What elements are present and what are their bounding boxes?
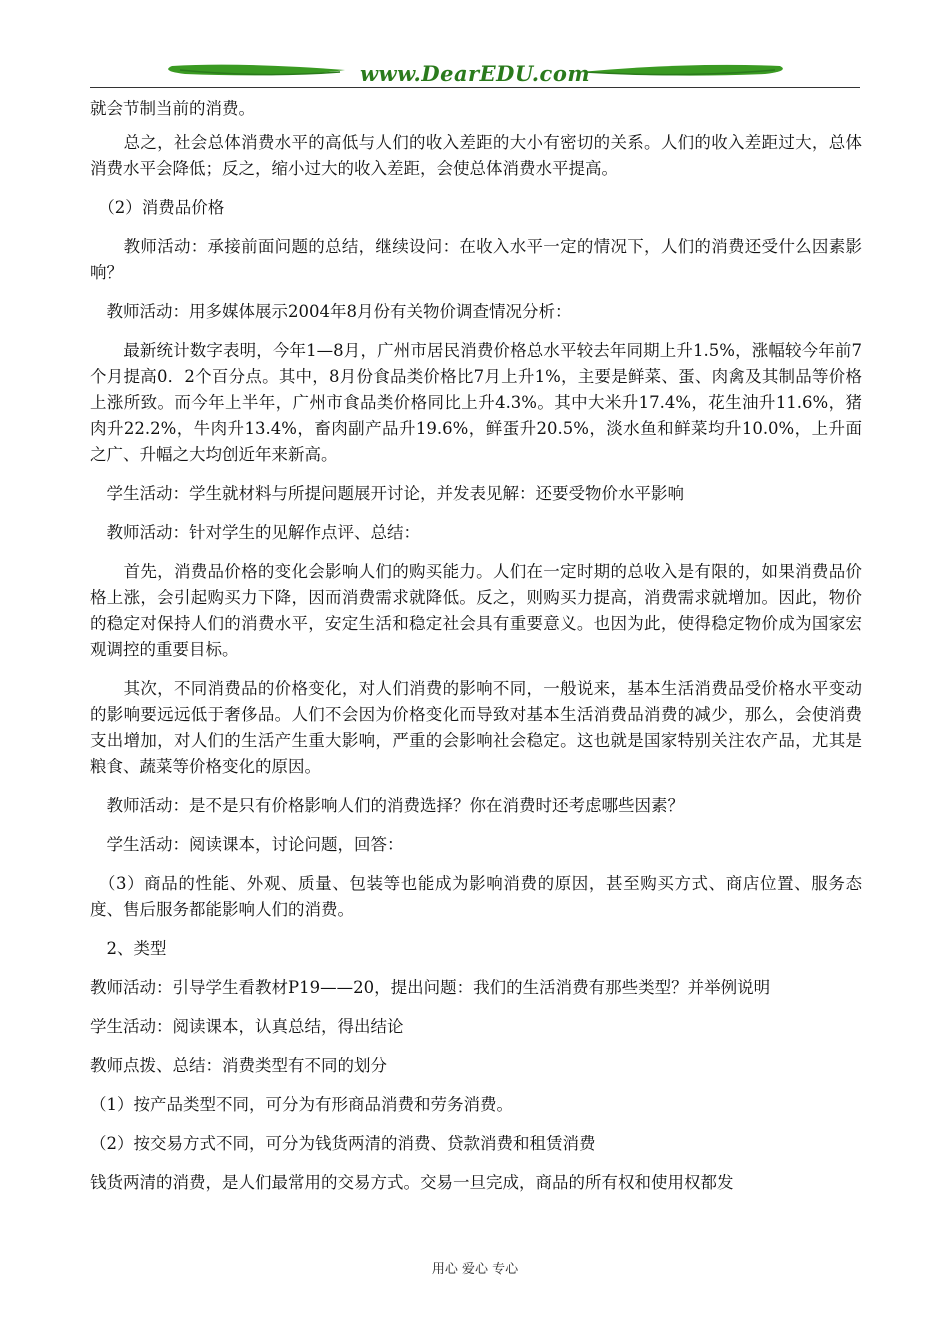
paragraph: 教师点拨、总结：消费类型有不同的划分: [90, 1056, 387, 1075]
paragraph: 总之，社会总体消费水平的高低与人们的收入差距的大小有密切的关系。人们的收入差距过大，总体消费水平会降低；反之，缩小过大的收入差距，会使总体消费水平提高。: [90, 133, 862, 178]
paragraph: 教师活动：用多媒体展示2004年8月份有关物价调查情况分析：: [90, 302, 572, 321]
paragraph: （2）按交易方式不同，可分为钱货两清的消费、贷款消费和租赁消费: [90, 1134, 596, 1153]
paragraph: 教师活动：针对学生的见解作点评、总结：: [90, 523, 420, 542]
page-footer: 用心 爱心 专心: [431, 1262, 519, 1277]
paragraph: 学生活动：学生就材料与所提问题展开讨论，并发表见解：还要受物价水平影响: [90, 484, 684, 503]
paragraph: 其次，不同消费品的价格变化，对人们消费的影响不同，一般说来，基本生活消费品受价格水平变动的影响要远远低于奢侈品。人们不会因为价格变化而导致对基本生活消费品消费的减少，那么，会使消费支出增加，对人们的生活产生重大影响，严重的会影响社会稳定。这也就是国家特别关注农产品，尤其是粮食、蔬菜等价格变化的原因。: [90, 679, 862, 776]
document-body: [90, 96, 862, 1209]
paragraph: 钱货两清的消费，是人们最常用的交易方式。交易一旦完成，商品的所有权和使用权都发: [90, 1173, 734, 1192]
paragraph: （3）商品的性能、外观、质量、包装等也能成为影响消费的原因，甚至购买方式、商店位置、服务态度、售后服务都能影响人们的消费。: [90, 874, 862, 919]
header-divider: [90, 87, 860, 88]
paragraph: （1）按产品类型不同，可分为有形商品消费和劳务消费。: [90, 1095, 513, 1114]
paragraph: 首先，消费品价格的变化会影响人们的购买能力。人们在一定时期的总收入是有限的，如果消费品价格上涨，会引起购买力下降，因而消费需求就降低。反之，则购买力提高，消费需求就增加。因此，物价的稳定对保持人们的消费水平，安定生活和稳定社会具有重要意义。也因为此，使得稳定物价成为国家宏观调控的重要目标。: [90, 562, 862, 659]
paragraph: 最新统计数字表明，今年1—8月，广州市居民消费价格总水平较去年同期上升1.5%，涨幅较今年前7个月提高0．2个百分点。其中，8月份食品类价格比7月上升1%，主要是鲜菜、蛋、肉禽及其制品等价格上涨所致。而今年上半年，广州市食品类价格同比上升4.3%。其中大米升17.4%，花生油升11.6%，猪肉升22.2%，牛肉升13.4%，畜肉副产品升19.6%，鲜蛋升20.5%，淡水鱼和鲜菜均升10.0%，上升面之广、升幅之大均创近年来新高。: [90, 341, 862, 464]
section-heading: 2、类型: [90, 939, 167, 958]
paragraph: 教师活动：是不是只有价格影响人们的消费选择？你在消费时还考虑哪些因素？: [90, 796, 684, 815]
paragraph: 学生活动：阅读课本，讨论问题，回答：: [90, 835, 404, 854]
paragraph: 教师活动：引导学生看教材P19——20，提出问题：我们的生活消费有那些类型？并举例说明: [90, 978, 771, 997]
site-url: www.DearEDU.com: [359, 61, 591, 86]
page-header: [90, 58, 860, 90]
paragraph: 学生活动：阅读课本，认真总结，得出结论: [90, 1017, 404, 1036]
section-heading: （2）消费品价格: [90, 198, 225, 217]
paragraph: 就会节制当前的消费。: [90, 99, 255, 118]
paragraph: 教师活动：承接前面问题的总结，继续设问：在收入水平一定的情况下，人们的消费还受什么因素影响？: [90, 237, 862, 282]
